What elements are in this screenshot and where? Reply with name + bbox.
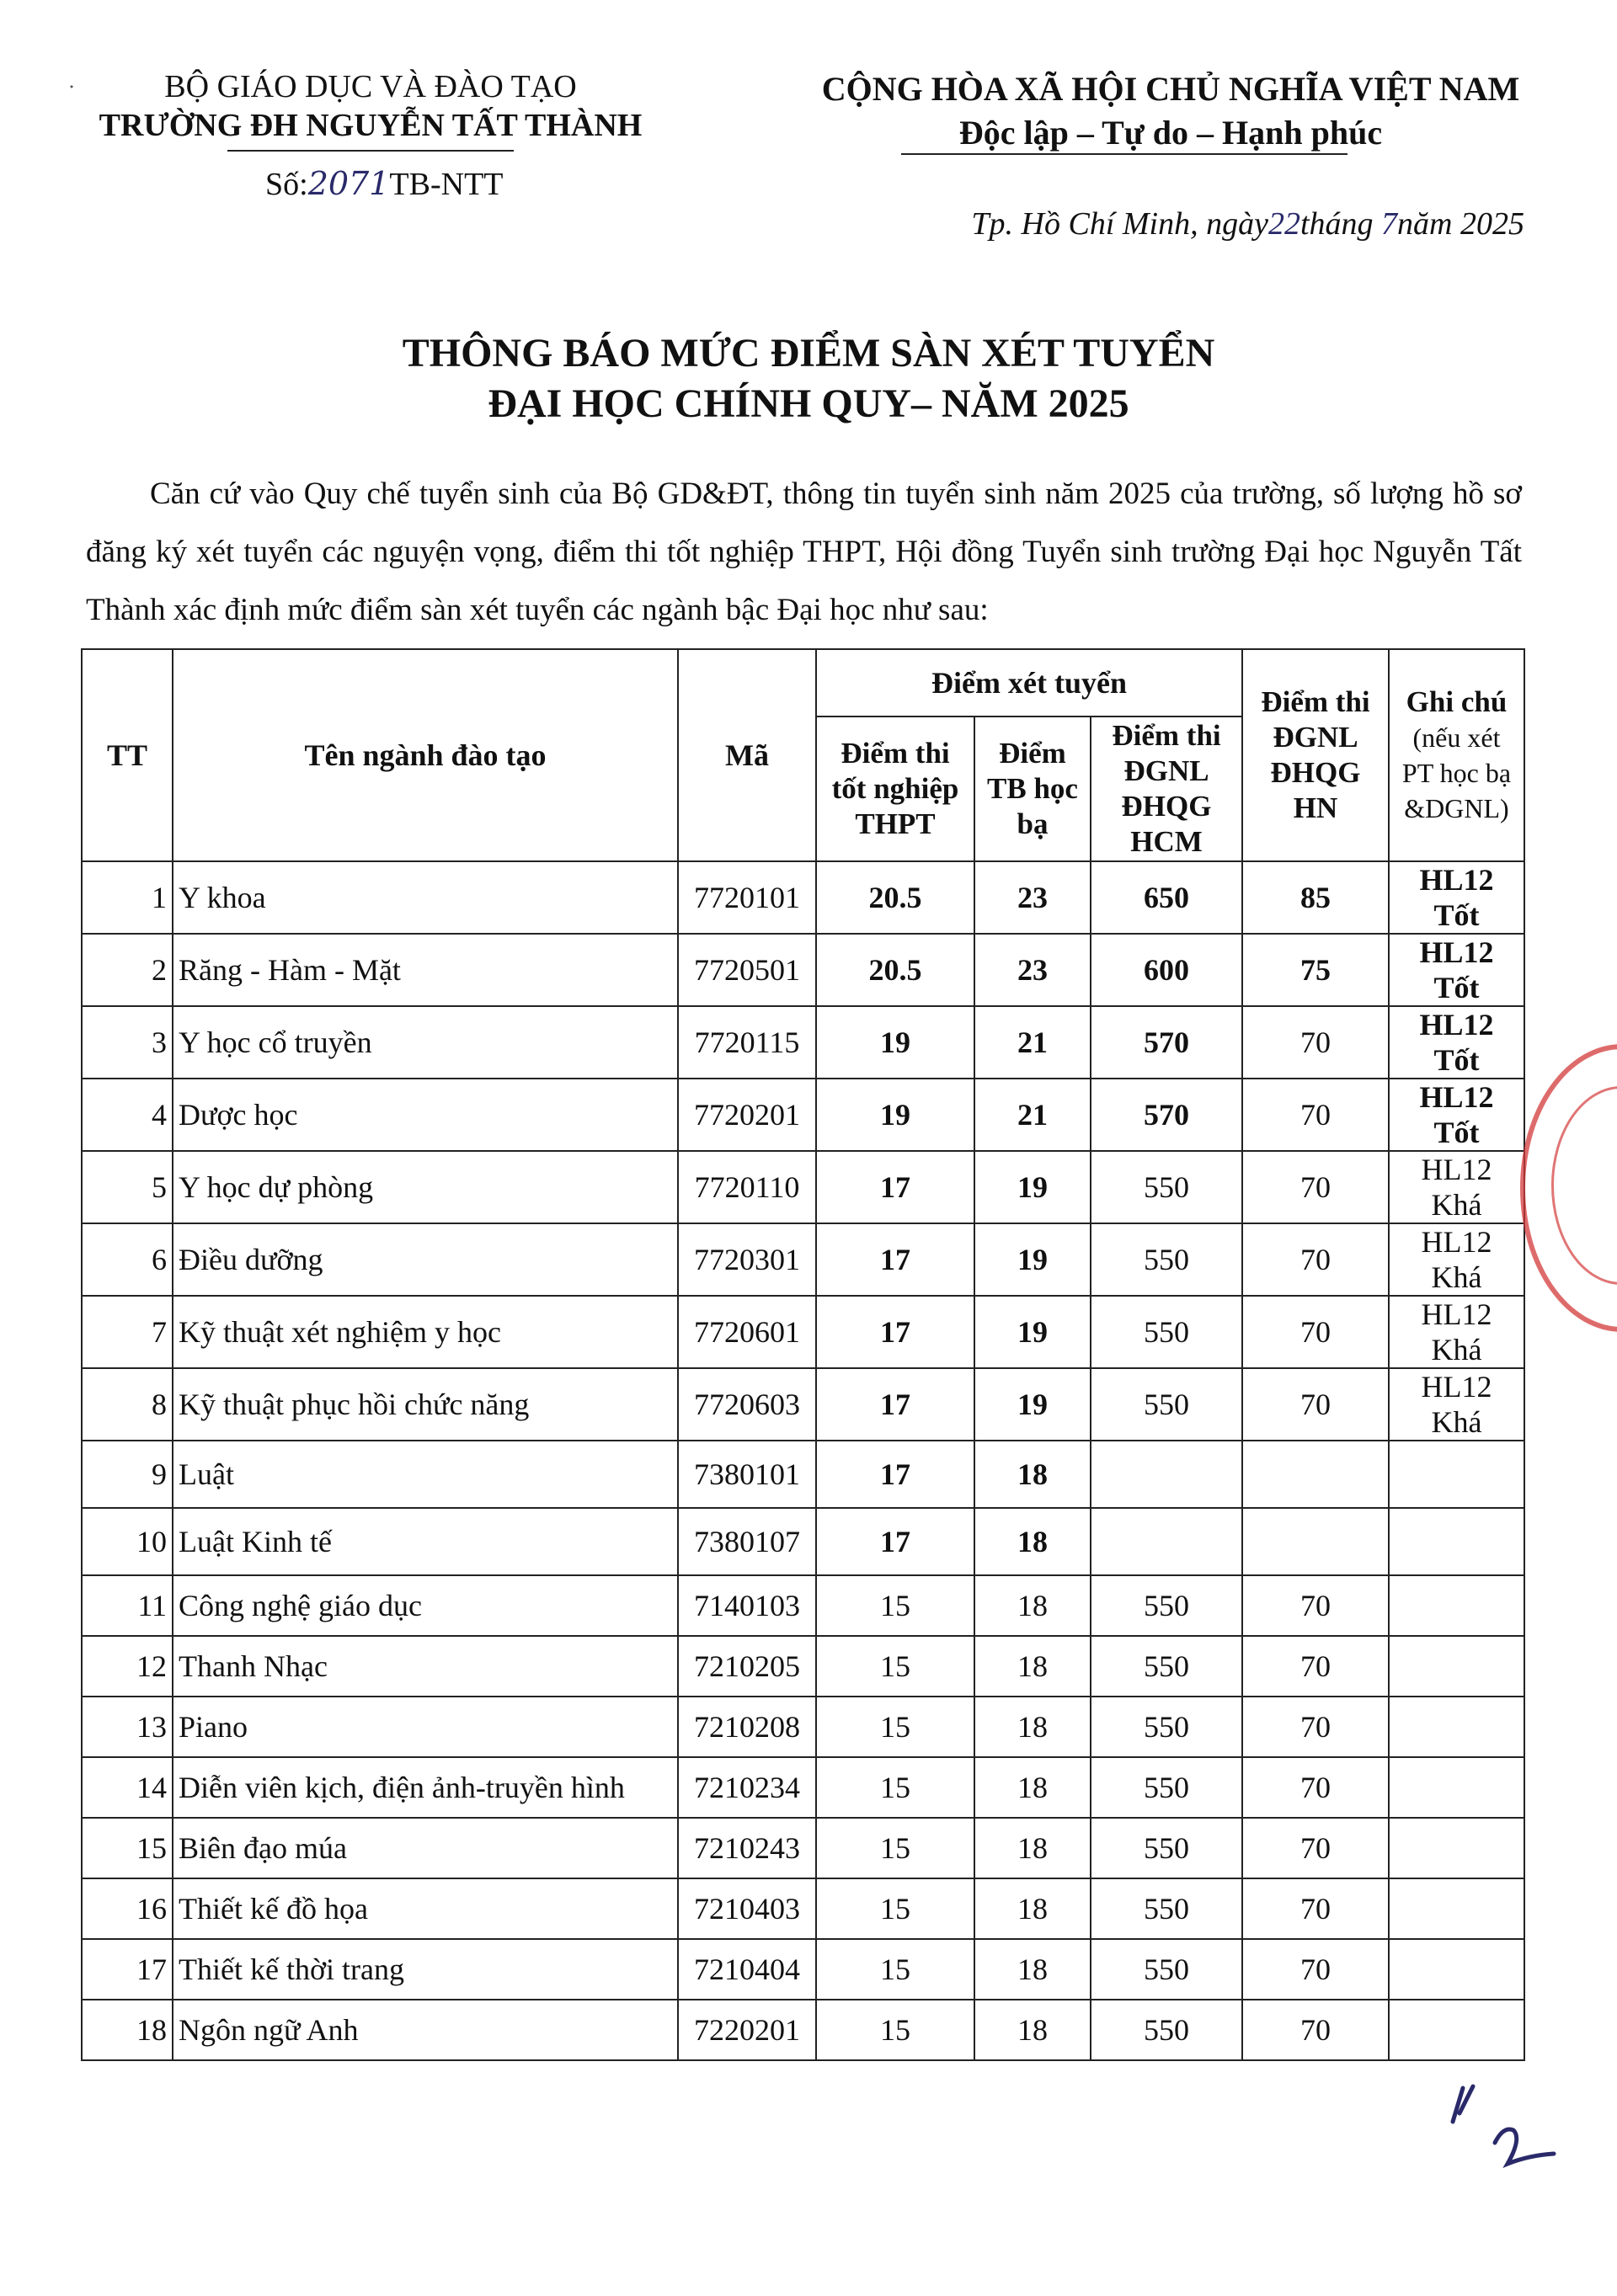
score-dgnl-hn: 70 [1242,1878,1389,1939]
score-dgnl-hcm: 570 [1091,1079,1242,1151]
row-number: 11 [82,1575,173,1636]
table-row [82,1508,1524,1575]
score-thpt: 17 [816,1296,974,1368]
row-note: HL12 Khá [1389,1296,1524,1368]
program-name: Y học cổ truyền [173,1006,678,1079]
header-code: Mã [678,649,816,861]
program-code: 7380101 [678,1441,816,1508]
row-number: 4 [82,1079,173,1151]
score-thpt: 17 [816,1151,974,1223]
score-dgnl-hn: 70 [1242,1296,1389,1368]
score-dgnl-hcm: 550 [1091,1151,1242,1223]
row-note: HL12 Khá [1389,1223,1524,1296]
program-code: 7720501 [678,934,816,1006]
program-name: Biên đạo múa [173,1818,678,1878]
score-hocba: 23 [974,934,1091,1006]
program-name: Y khoa [173,861,678,934]
table-row [82,1296,1524,1368]
row-number: 9 [82,1441,173,1508]
program-name: Y học dự phòng [173,1151,678,1223]
score-dgnl-hn: 70 [1242,1697,1389,1757]
table-row [82,1757,1524,1818]
header-dgnl-hcm: Điểm thi ĐGNL ĐHQG HCM [1091,717,1242,861]
row-number: 17 [82,1939,173,2000]
row-note: HL12 Tốt [1389,861,1524,934]
row-number: 15 [82,1818,173,1878]
table-row [82,934,1524,1006]
table-row [82,1697,1524,1757]
score-hocba: 18 [974,1757,1091,1818]
ministry-name: BỘ GIÁO DỤC VÀ ĐÀO TẠO [164,69,577,104]
initials-signature [1444,2080,1571,2172]
table-row [82,1939,1524,2000]
notice-title: THÔNG BÁO MỨC ĐIỂM SÀN XÉT TUYỂN [402,331,1215,376]
program-code: 7380107 [678,1508,816,1575]
program-code: 7140103 [678,1575,816,1636]
table-row [82,1223,1524,1296]
program-code: 7220201 [678,2000,816,2060]
program-name: Ngôn ngữ Anh [173,2000,678,2060]
row-number: 6 [82,1223,173,1296]
program-code: 7210243 [678,1818,816,1878]
score-dgnl-hcm: 550 [1091,1878,1242,1939]
score-hocba: 19 [974,1296,1091,1368]
program-name: Diễn viên kịch, điện ảnh-truyền hình [173,1757,678,1818]
score-thpt: 15 [816,1757,974,1818]
score-dgnl-hcm [1091,1441,1242,1508]
score-hocba: 19 [974,1223,1091,1296]
score-hocba: 18 [974,1575,1091,1636]
score-hocba: 19 [974,1151,1091,1223]
program-code: 7210208 [678,1697,816,1757]
row-number: 7 [82,1296,173,1368]
row-note [1389,1697,1524,1757]
score-dgnl-hn: 70 [1242,1757,1389,1818]
motto-underline [901,153,1348,155]
score-thpt: 15 [816,1818,974,1878]
table-row [82,1818,1524,1878]
score-thpt: 15 [816,1697,974,1757]
score-dgnl-hn: 70 [1242,1006,1389,1079]
score-hocba: 23 [974,861,1091,934]
row-note: HL12 Tốt [1389,934,1524,1006]
row-number: 13 [82,1697,173,1757]
intro-paragraph: Căn cứ vào Quy chế tuyển sinh của Bộ GD&ĐT, thông tin tuyển sinh năm 2025 của trường, số lượng hồ sơ đăng ký xét tuyển các nguyện vọng, điểm thi tốt nghiệp THPT, Hội đồng Tuyển sinh trường Đại học Nguyễn Tất Thành xác định mức điểm sàn xét tuyển các ngành bậc Đại học như sau: [86,477,1522,627]
score-thpt: 15 [816,1878,974,1939]
score-hocba: 21 [974,1079,1091,1151]
score-thpt: 15 [816,1575,974,1636]
score-hocba: 19 [974,1368,1091,1441]
row-number: 16 [82,1878,173,1939]
header-hocba: Điểm TB học bạ [974,717,1091,861]
header-thpt: Điểm thi tốt nghiệp THPT [816,717,974,861]
program-code: 7210404 [678,1939,816,2000]
row-number: 2 [82,934,173,1006]
score-dgnl-hcm: 550 [1091,1757,1242,1818]
row-note [1389,1757,1524,1818]
table-row [82,1006,1524,1079]
program-code: 7210234 [678,1757,816,1818]
row-note: HL12 Tốt [1389,1079,1524,1151]
score-thpt: 17 [816,1223,974,1296]
program-code: 7720110 [678,1151,816,1223]
score-hocba: 18 [974,1878,1091,1939]
row-note [1389,1878,1524,1939]
row-note: HL12 Khá [1389,1151,1524,1223]
table-row [82,1151,1524,1223]
score-dgnl-hn: 70 [1242,1079,1389,1151]
program-code: 7720601 [678,1296,816,1368]
score-hocba: 18 [974,1939,1091,2000]
row-note [1389,1508,1524,1575]
table-row [82,1441,1524,1508]
date-line: Tp. Hồ Chí Minh, ngày22tháng 7năm 2025 [971,206,1524,242]
row-note [1389,2000,1524,2060]
row-number: 12 [82,1636,173,1697]
table-row [82,1878,1524,1939]
score-hocba: 18 [974,1508,1091,1575]
score-dgnl-hn: 70 [1242,1223,1389,1296]
table-row [82,2000,1524,2060]
program-code: 7210205 [678,1636,816,1697]
row-note [1389,1636,1524,1697]
header-score-group: Điểm xét tuyển [816,649,1242,717]
score-hocba: 18 [974,1636,1091,1697]
score-dgnl-hn: 70 [1242,1575,1389,1636]
header-note: Ghi chú (nếu xét PT học bạ &DGNL) [1389,649,1524,861]
row-number: 3 [82,1006,173,1079]
score-dgnl-hcm: 550 [1091,1697,1242,1757]
row-number: 10 [82,1508,173,1575]
table-row [82,861,1524,934]
table-row [82,1636,1524,1697]
program-name: Luật [173,1441,678,1508]
program-name: Thiết kế đồ họa [173,1878,678,1939]
program-code: 7720603 [678,1368,816,1441]
national-header [758,67,1583,155]
score-dgnl-hn [1242,1508,1389,1575]
score-dgnl-hcm: 570 [1091,1006,1242,1079]
document-number: Số:2071TB-NTT [265,165,504,202]
university-name: TRƯỜNG ĐH NGUYỄN TẤT THÀNH [99,108,643,143]
row-number: 5 [82,1151,173,1223]
issuer-underline [227,150,514,152]
table-row [82,1575,1524,1636]
score-dgnl-hcm: 600 [1091,934,1242,1006]
score-dgnl-hn: 70 [1242,1636,1389,1697]
handwritten-month: 7 [1381,206,1398,242]
program-name: Piano [173,1697,678,1757]
program-code: 7720201 [678,1079,816,1151]
score-thpt: 15 [816,1636,974,1697]
score-dgnl-hcm: 550 [1091,1939,1242,2000]
program-name: Kỹ thuật phục hồi chức năng [173,1368,678,1441]
table-row [82,1079,1524,1151]
row-note: HL12 Tốt [1389,1006,1524,1079]
score-thpt: 17 [816,1441,974,1508]
score-dgnl-hn: 70 [1242,2000,1389,2060]
row-number: 1 [82,861,173,934]
score-dgnl-hn: 70 [1242,1368,1389,1441]
score-dgnl-hcm [1091,1508,1242,1575]
national-motto: Độc lập – Tự do – Hạnh phúc [958,114,1383,152]
score-dgnl-hn: 75 [1242,934,1389,1006]
row-note [1389,1575,1524,1636]
score-dgnl-hn: 85 [1242,861,1389,934]
score-thpt: 15 [816,1939,974,2000]
score-thpt: 20.5 [816,934,974,1006]
program-name: Thiết kế thời trang [173,1939,678,2000]
score-hocba: 18 [974,1818,1091,1878]
program-code: 7720301 [678,1223,816,1296]
score-dgnl-hn: 70 [1242,1939,1389,2000]
notice-subtitle: ĐẠI HỌC CHÍNH QUY– NĂM 2025 [488,381,1129,426]
program-code: 7720101 [678,861,816,934]
program-code: 7720115 [678,1006,816,1079]
row-note: HL12 Khá [1389,1368,1524,1441]
score-thpt: 17 [816,1508,974,1575]
table-row [82,1368,1524,1441]
header-tt: TT [82,649,173,861]
program-name: Thanh Nhạc [173,1636,678,1697]
score-dgnl-hcm: 550 [1091,1575,1242,1636]
score-dgnl-hn: 70 [1242,1818,1389,1878]
program-name: Dược học [173,1079,678,1151]
score-dgnl-hcm: 550 [1091,1818,1242,1878]
program-name: Răng - Hàm - Mặt [173,934,678,1006]
score-dgnl-hcm: 550 [1091,2000,1242,2060]
country-name: CỘNG HÒA XÃ HỘI CHỦ NGHĨA VIỆT NAM [821,70,1520,108]
header-dgnl-hn: Điểm thi ĐGNL ĐHQG HN [1242,649,1389,861]
program-name: Điều dưỡng [173,1223,678,1296]
score-dgnl-hcm: 650 [1091,861,1242,934]
score-dgnl-hn: 70 [1242,1151,1389,1223]
score-dgnl-hcm: 550 [1091,1636,1242,1697]
program-name: Kỹ thuật xét nghiệm y học [173,1296,678,1368]
row-note [1389,1818,1524,1878]
row-number: 8 [82,1368,173,1441]
score-dgnl-hcm: 550 [1091,1296,1242,1368]
row-number: 14 [82,1757,173,1818]
row-number: 18 [82,2000,173,2060]
score-thpt: 19 [816,1006,974,1079]
score-thpt: 15 [816,2000,974,2060]
program-name: Công nghệ giáo dục [173,1575,678,1636]
score-dgnl-hcm: 550 [1091,1368,1242,1441]
score-thpt: 17 [816,1368,974,1441]
score-hocba: 18 [974,1697,1091,1757]
issuer-block [84,67,657,145]
score-thpt: 19 [816,1079,974,1151]
handwritten-day: 22 [1267,206,1300,242]
score-hocba: 18 [974,1441,1091,1508]
scan-speck: ˙ [67,80,76,108]
score-thpt: 20.5 [816,861,974,934]
score-dgnl-hcm: 550 [1091,1223,1242,1296]
program-code: 7210403 [678,1878,816,1939]
score-hocba: 18 [974,2000,1091,2060]
row-note [1389,1441,1524,1508]
row-note [1389,1939,1524,2000]
score-dgnl-hn [1242,1441,1389,1508]
score-hocba: 21 [974,1006,1091,1079]
handwritten-doc-number: 2071 [307,165,390,202]
header-program-name: Tên ngành đào tạo [173,649,678,861]
program-name: Luật Kinh tế [173,1508,678,1575]
score-table [81,648,1525,2061]
